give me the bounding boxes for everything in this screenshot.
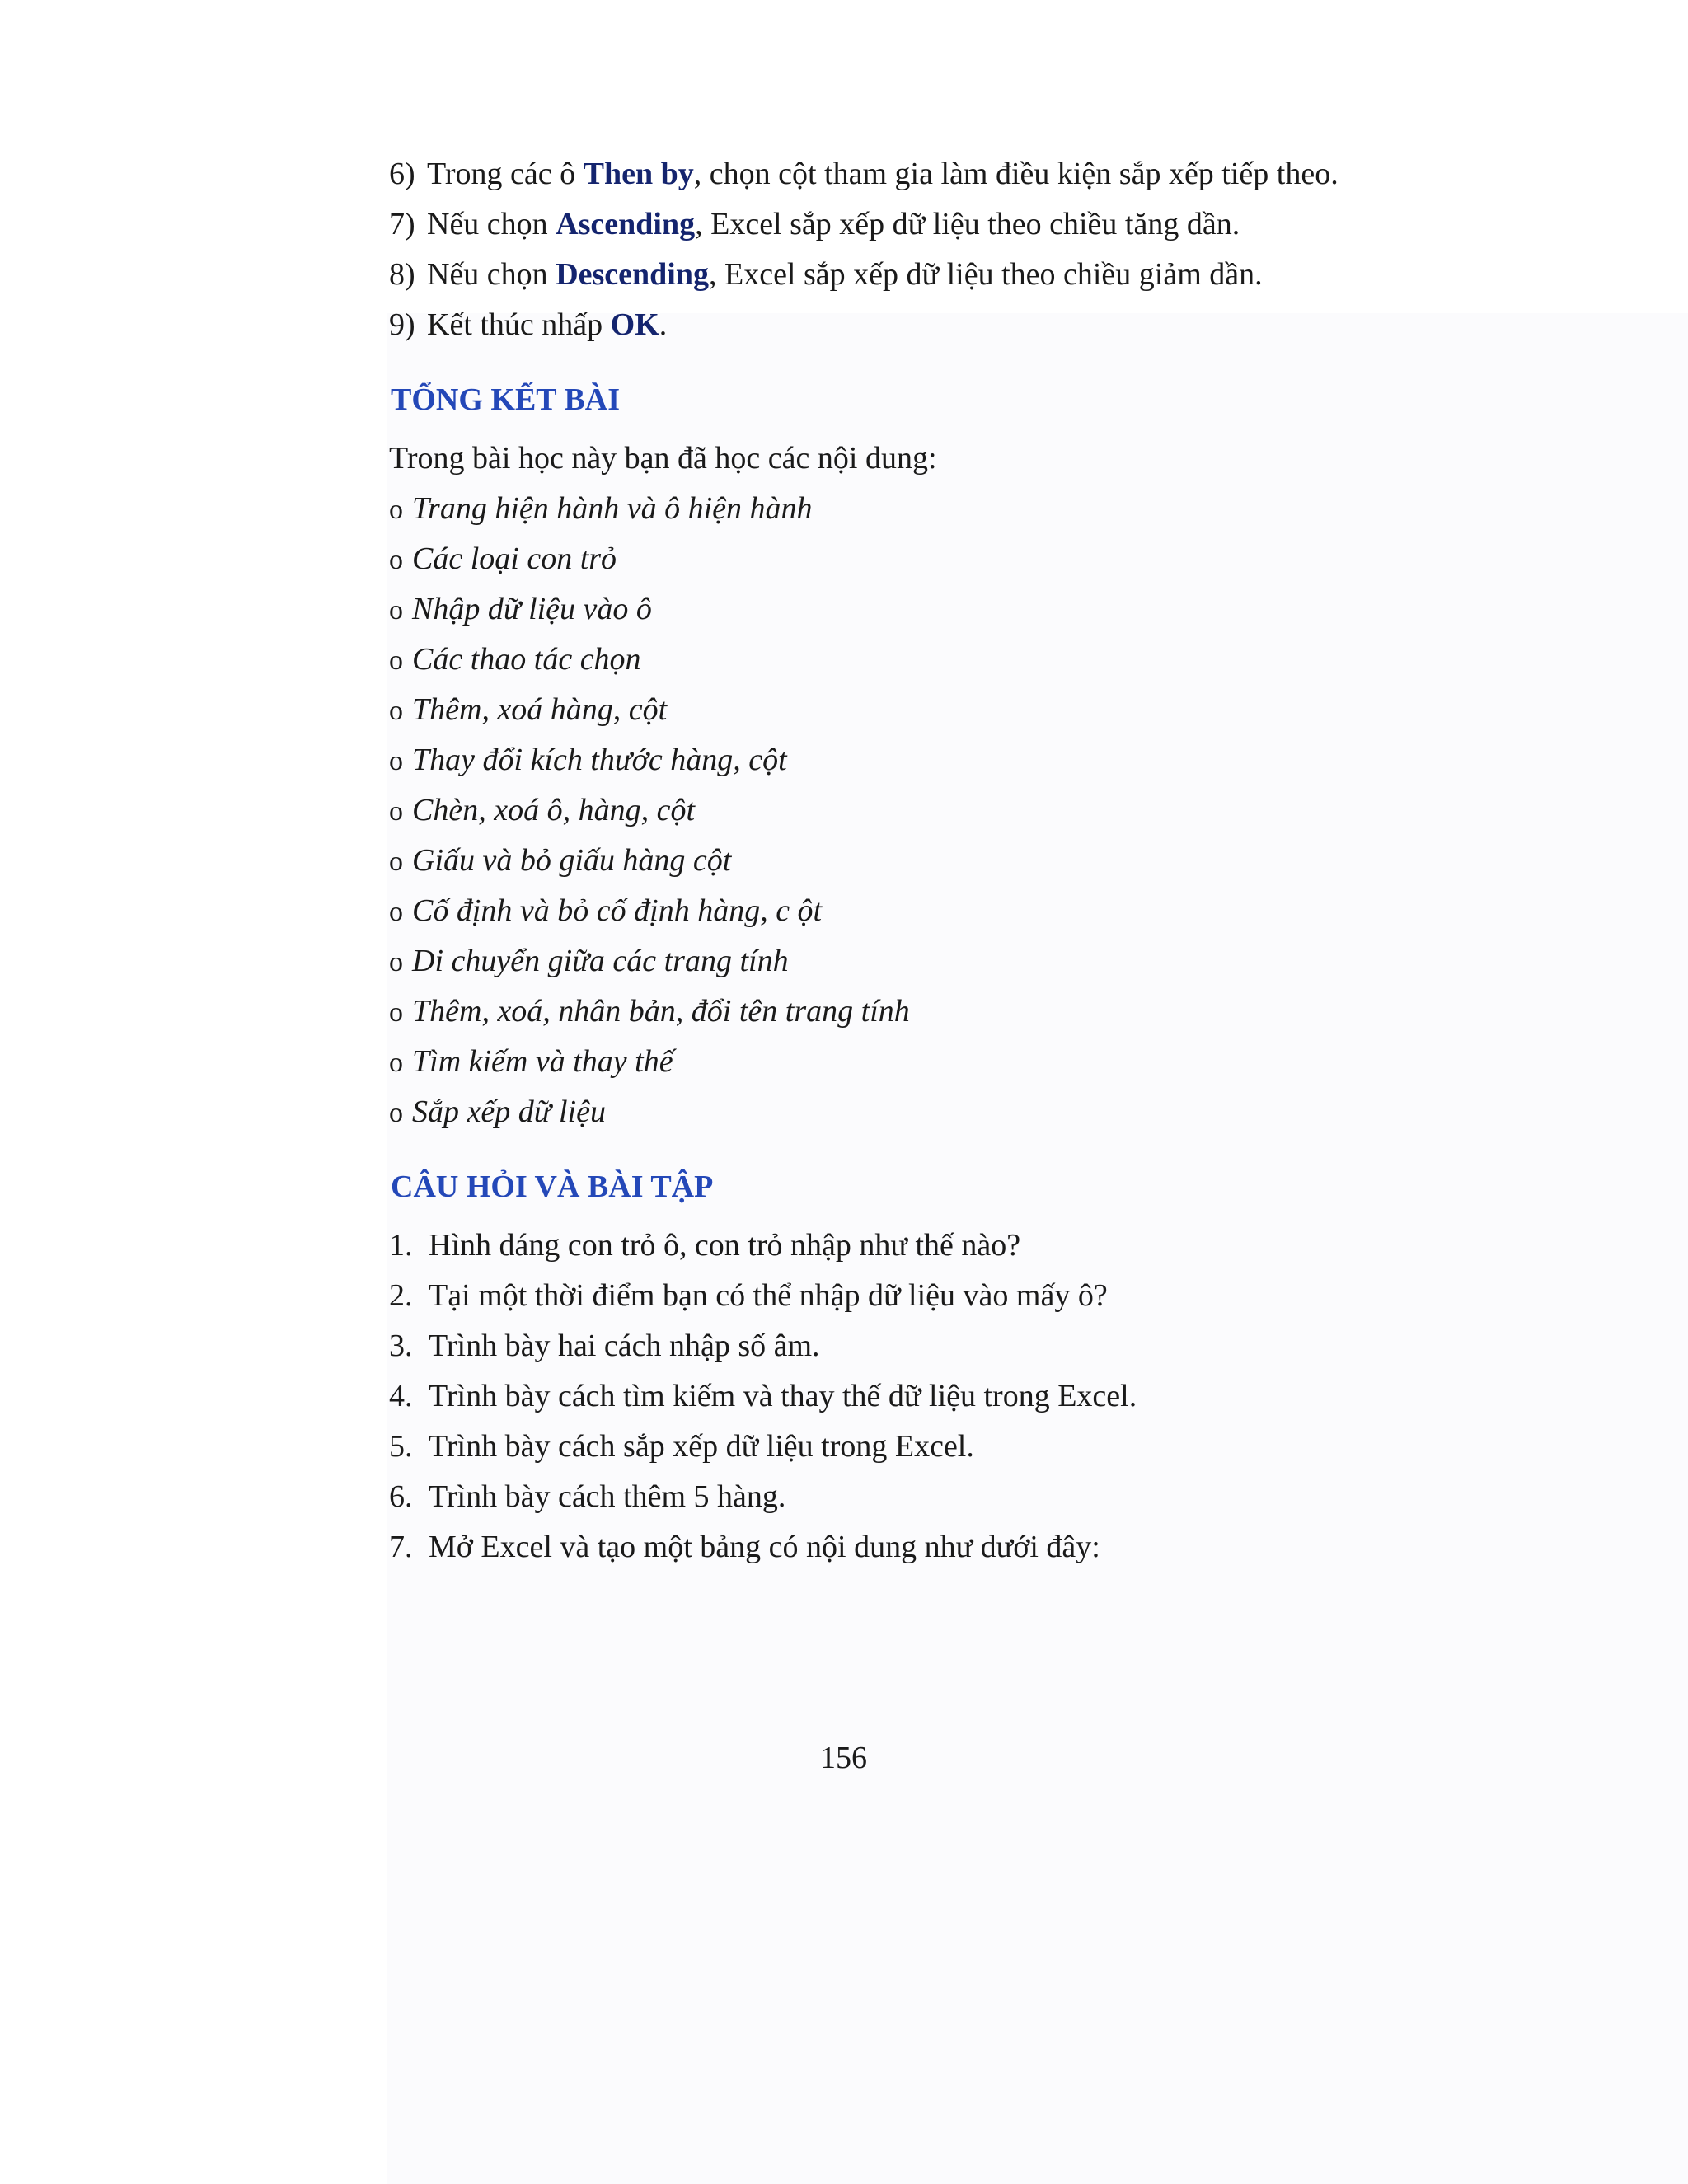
step-7: 7) Nếu chọn Ascending, Excel sắp xếp dữ liệu theo chiều tăng dần. [389,207,1240,241]
questions-heading: CÂU HỎI VÀ BÀI TẬP [391,1169,714,1204]
summary-item: o Thêm, xoá hàng, cột [389,691,667,730]
summary-item: o Thay đổi kích thước hàng, cột [389,741,787,780]
question-item: 6. Trình bày cách thêm 5 hàng. [389,1479,786,1514]
summary-item: o Sắp xếp dữ liệu [389,1093,606,1132]
bullet-icon: o [389,1047,403,1078]
bullet-icon: o [389,947,403,977]
bullet-icon: o [389,997,403,1028]
question-item: 2. Tại một thời điểm bạn có thể nhập dữ liệu vào mấy ô? [389,1278,1108,1313]
summary-item: o Chèn, xoá ô, hàng, cột [389,791,695,831]
question-item: 3. Trình bày hai cách nhập số âm. [389,1329,820,1363]
summary-item: o Các thao tác chọn [389,640,641,680]
bullet-icon: o [389,545,403,575]
question-item: 7. Mở Excel và tạo một bảng có nội dung như dưới đây: [389,1530,1100,1564]
question-item: 1. Hình dáng con trỏ ô, con trỏ nhập như thế nào? [389,1228,1021,1263]
step-9: 9) Kết thúc nhấp OK. [389,307,668,342]
summary-item: o Giấu và bỏ giấu hàng cột [389,841,731,881]
summary-item: o Di chuyển giữa các trang tính [389,942,789,982]
bullet-icon: o [389,846,403,877]
summary-item: o Các loại con trỏ [389,540,617,579]
page-number: 156 [820,1741,867,1775]
summary-item: o Thêm, xoá, nhân bản, đổi tên trang tính [389,992,910,1032]
bullet-icon: o [389,1098,403,1128]
bullet-icon: o [389,645,403,676]
summary-item: o Tìm kiếm và thay thế [389,1043,673,1082]
keyword-ok: OK [610,307,659,342]
question-item: 5. Trình bày cách sắp xếp dữ liệu trong Excel. [389,1429,974,1464]
step-8: 8) Nếu chọn Descending, Excel sắp xếp dữ liệu theo chiều giảm dần. [389,257,1263,292]
bullet-icon: o [389,696,403,726]
summary-heading: TỔNG KẾT BÀI [391,382,621,417]
bullet-icon: o [389,897,403,927]
bullet-icon: o [389,796,403,827]
step-6: 6) Trong các ô Then by, chọn cột tham gia làm điều kiện sắp xếp tiếp theo. [389,157,1339,191]
keyword-ascending: Ascending [556,207,696,241]
keyword-descending: Descending [556,257,709,292]
bullet-icon: o [389,746,403,776]
question-item: 4. Trình bày cách tìm kiếm và thay thế dữ liệu trong Excel. [389,1379,1137,1413]
summary-item: o Trang hiện hành và ô hiện hành [389,490,813,529]
summary-item: o Nhập dữ liệu vào ô [389,590,652,630]
summary-item: o Cố định và bỏ cố định hàng, c ột [389,892,822,931]
keyword-then-by: Then by [583,157,694,191]
summary-intro: Trong bài học này bạn đã học các nội dung: [389,441,937,476]
bullet-icon: o [389,595,403,626]
bullet-icon: o [389,494,403,525]
